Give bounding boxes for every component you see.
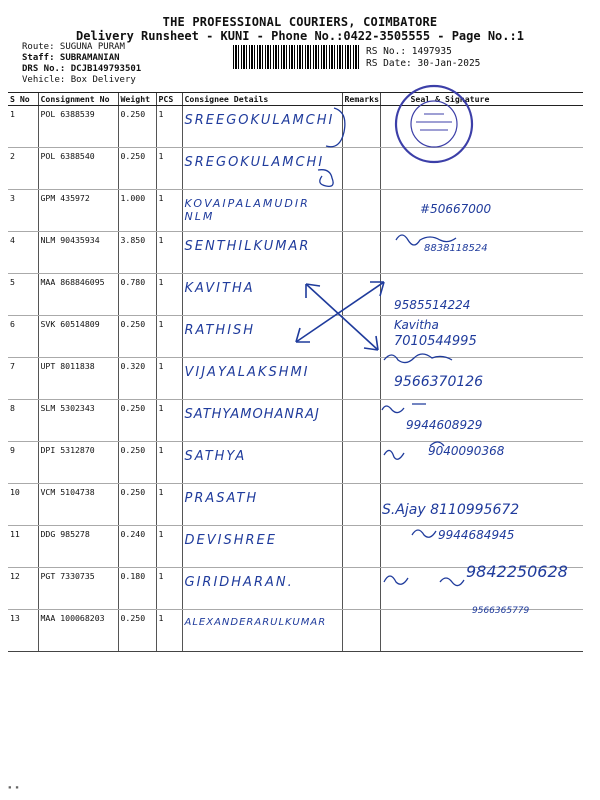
consignee-cell <box>182 484 342 526</box>
signature-cell <box>380 148 583 190</box>
pcs-cell: 1 <box>156 400 182 442</box>
consignee-handwriting: RATHISH <box>184 323 256 338</box>
consignee-cell <box>182 568 342 610</box>
weight-cell: 0.780 <box>118 274 156 316</box>
pcs-cell: 1 <box>156 274 182 316</box>
pcs-cell: 1 <box>156 358 182 400</box>
signature-text: 9944608929 <box>406 418 483 432</box>
signature-text: 9566370126 <box>394 374 484 390</box>
consignment-cell: DPI 5312870 <box>38 442 118 484</box>
signature-text: 9585514224 <box>394 298 471 312</box>
consignment-cell: MAA 868846095 <box>38 274 118 316</box>
consignment-cell: UPT 8011838 <box>38 358 118 400</box>
weight-cell: 3.850 <box>118 232 156 274</box>
consignee-cell <box>182 526 342 568</box>
route-label: Route: SUGUNA PURAM <box>22 42 125 52</box>
consignee-cell <box>182 106 342 148</box>
signature-text: 9842250628 <box>466 562 568 581</box>
consignment-cell: POL 6388540 <box>38 148 118 190</box>
weight-cell: 0.320 <box>118 358 156 400</box>
consignee-cell <box>182 610 342 652</box>
col-consignee: Consignee Details <box>182 93 342 106</box>
consignee-handwriting: GIRIDHARAN. <box>184 575 294 590</box>
sno-cell: 6 <box>8 316 38 358</box>
drs-number: DRS No.: DCJB149793501 <box>22 64 142 74</box>
signature-text: 9944684945 <box>438 528 515 542</box>
remarks-cell <box>342 484 380 526</box>
table-row <box>8 232 583 274</box>
consignee-handwriting: SATHYAMOHANRAJ <box>184 407 320 422</box>
remarks-cell <box>342 442 380 484</box>
remarks-cell <box>342 358 380 400</box>
table-row <box>8 106 583 148</box>
table-header-row <box>8 93 583 106</box>
remarks-cell <box>342 190 380 232</box>
weight-cell: 0.250 <box>118 148 156 190</box>
weight-cell: 0.250 <box>118 610 156 652</box>
pcs-cell: 1 <box>156 526 182 568</box>
col-weight: Weight <box>118 93 156 106</box>
sno-cell: 2 <box>8 148 38 190</box>
remarks-cell <box>342 106 380 148</box>
col-sno: S No <box>8 93 38 106</box>
consignment-cell: GPM 435972 <box>38 190 118 232</box>
pcs-cell: 1 <box>156 232 182 274</box>
weight-cell: 0.250 <box>118 484 156 526</box>
remarks-cell <box>342 568 380 610</box>
signature-text: 9566365779 <box>472 606 530 616</box>
weight-cell: 0.180 <box>118 568 156 610</box>
signature-text: 8838118524 <box>424 243 488 254</box>
table-row <box>8 190 583 232</box>
col-signature: Seal & Signature <box>380 93 583 106</box>
table-row <box>8 148 583 190</box>
consignment-cell: DDG 985278 <box>38 526 118 568</box>
remarks-cell <box>342 400 380 442</box>
signature-text: 9040090368 <box>428 444 505 458</box>
remarks-cell <box>342 316 380 358</box>
consignee-handwriting: KOVAIPALAMUDIR NLM <box>184 197 310 223</box>
consignment-cell: MAA 100068203 <box>38 610 118 652</box>
consignee-cell <box>182 442 342 484</box>
consignee-cell <box>182 148 342 190</box>
remarks-cell <box>342 232 380 274</box>
remarks-cell <box>342 610 380 652</box>
table-row <box>8 358 583 400</box>
sno-cell: 8 <box>8 400 38 442</box>
consignee-handwriting: DEVISHREE <box>184 533 277 548</box>
sno-cell: 11 <box>8 526 38 568</box>
remarks-cell <box>342 274 380 316</box>
sno-cell: 13 <box>8 610 38 652</box>
consignment-cell: NLM 90435934 <box>38 232 118 274</box>
barcode <box>233 45 361 69</box>
consignee-handwriting: ALEXANDERARULKUMAR <box>184 617 327 628</box>
consignment-cell: SVK 60514809 <box>38 316 118 358</box>
consignment-cell: PGT 7330735 <box>38 568 118 610</box>
sno-cell: 4 <box>8 232 38 274</box>
weight-cell: 0.240 <box>118 526 156 568</box>
pcs-cell: 1 <box>156 106 182 148</box>
rs-number: RS No.: 1497935 <box>366 46 452 57</box>
pcs-cell: 1 <box>156 316 182 358</box>
pcs-cell: 1 <box>156 190 182 232</box>
pcs-cell: 1 <box>156 484 182 526</box>
sno-cell: 9 <box>8 442 38 484</box>
weight-cell: 0.250 <box>118 316 156 358</box>
signature-text: #50667000 <box>420 202 492 216</box>
consignee-cell <box>182 190 342 232</box>
weight-cell: 1.000 <box>118 190 156 232</box>
col-consignment: Consignment No <box>38 93 118 106</box>
company-title: THE PROFESSIONAL COURIERS, COIMBATORE <box>162 15 438 29</box>
remarks-cell <box>342 148 380 190</box>
consignee-handwriting: SREGOKULAMCHI <box>184 155 325 170</box>
pcs-cell: 1 <box>156 442 182 484</box>
sno-cell: 3 <box>8 190 38 232</box>
weight-cell: 0.250 <box>118 442 156 484</box>
consignee-cell <box>182 316 342 358</box>
pcs-cell: 1 <box>156 148 182 190</box>
remarks-cell <box>342 526 380 568</box>
consignee-cell <box>182 232 342 274</box>
sno-cell: 7 <box>8 358 38 400</box>
pcs-cell: 1 <box>156 568 182 610</box>
consignee-handwriting: SATHYA <box>184 449 247 464</box>
consignment-cell: VCM 5104738 <box>38 484 118 526</box>
consignee-handwriting: SREEGOKULAMCHI <box>184 113 335 128</box>
sno-cell: 10 <box>8 484 38 526</box>
rs-date: RS Date: 30-Jan-2025 <box>366 58 481 69</box>
signature-text: 7010544995 <box>394 334 477 349</box>
consignment-cell: POL 6388539 <box>38 106 118 148</box>
col-remarks: Remarks <box>342 93 380 106</box>
signature-text: S.Ajay 8110995672 <box>382 502 520 518</box>
col-pcs: PCS <box>156 93 182 106</box>
signature-cell <box>380 106 583 148</box>
sno-cell: 12 <box>8 568 38 610</box>
vehicle-label: Vehicle: Box Delivery <box>22 75 136 85</box>
consignee-handwriting: PRASATH <box>184 491 259 506</box>
footer-mark: ▪ ▪ <box>8 784 19 791</box>
consignee-handwriting: SENTHILKUMAR <box>184 239 311 254</box>
weight-cell: 0.250 <box>118 106 156 148</box>
consignee-cell <box>182 274 342 316</box>
consignee-handwriting: VIJAYALAKSHMI <box>184 365 310 380</box>
signature-text: Kavitha <box>394 318 439 332</box>
runsheet-subtitle: Delivery Runsheet - KUNI - Phone No.:0422-3505555 - Page No.:1 <box>76 29 524 43</box>
sno-cell: 5 <box>8 274 38 316</box>
pcs-cell: 1 <box>156 610 182 652</box>
table-row <box>8 316 583 358</box>
table-row <box>8 400 583 442</box>
sno-cell: 1 <box>8 106 38 148</box>
consignment-cell: SLM 5302343 <box>38 400 118 442</box>
table-row <box>8 274 583 316</box>
consignee-cell <box>182 358 342 400</box>
consignee-cell <box>182 400 342 442</box>
staff-label: Staff: SUBRAMANIAN <box>22 53 120 63</box>
weight-cell: 0.250 <box>118 400 156 442</box>
consignee-handwriting: KAVITHA <box>184 281 255 296</box>
